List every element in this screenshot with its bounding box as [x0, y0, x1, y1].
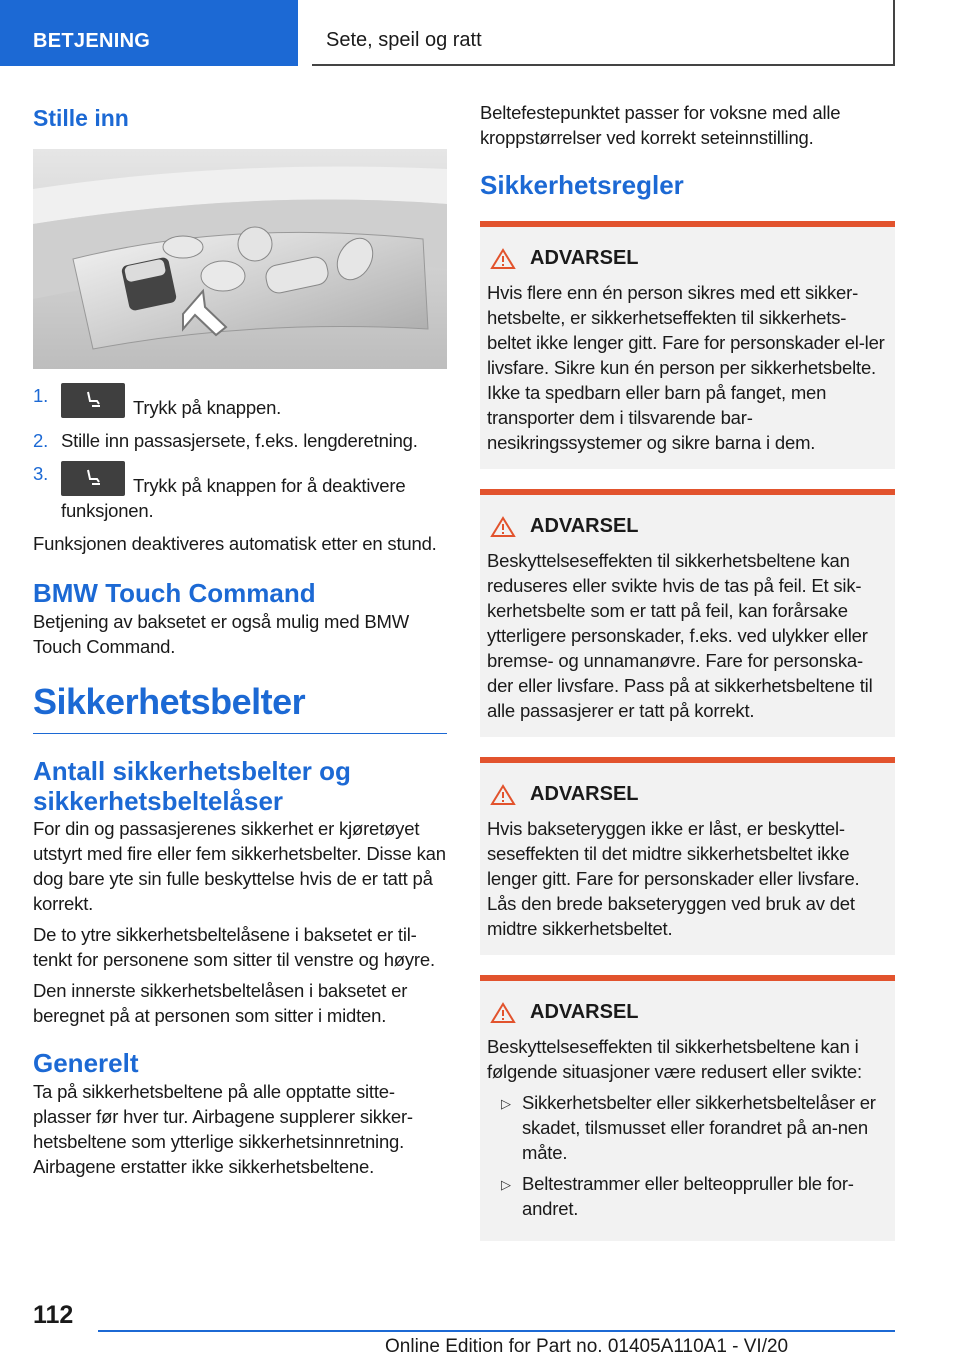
heading-antall: Antall sikkerhetsbelter og sikkerhetsbeltelåser — [33, 756, 351, 816]
heading-stille-inn: Stille inn — [33, 105, 129, 131]
antall-paragraph-3: Den innerste sikkerhetsbeltelåsen i baksetet er beregnet på at personen som sitter i midten. — [33, 980, 408, 1026]
warning-text: Hvis bakseteryggen ikke er låst, er beskyttel-seseffekten til det midtre sikkerhetsbeltet ikke lenger gitt. Fare for personskader eller livsfare. Lås den brede bakseteryggen ved bruk av det midtre sikkerhetsbeltet. — [487, 818, 860, 939]
warning-bullet-list — [487, 1090, 887, 1221]
warning-label: ADVARSEL — [530, 783, 639, 805]
heading-touch-command: BMW Touch Command — [33, 578, 316, 608]
step-3 — [33, 461, 447, 523]
step-text: Trykk på knappen. — [133, 397, 282, 418]
warning-triangle-icon — [490, 1002, 516, 1024]
warning-triangle-icon — [490, 784, 516, 806]
warning-triangle-icon — [490, 516, 516, 538]
warning-box-4 — [480, 975, 895, 1241]
bullet-text: Beltestrammer eller belteoppruller ble for-andret. — [522, 1173, 854, 1219]
edition-text: Online Edition for Part no. 01405A110A1 - VI/20 — [385, 1336, 789, 1357]
warning-label: ADVARSEL — [530, 247, 639, 269]
generelt-text: Ta på sikkerhetsbeltene på alle opptatte sitte-plasser før hver tur. Airbagene supplerer sikker-hetsbeltene som ytterlige sikkerhetsinnretning. Airbagene erstatter ikke sikkerhetsbeltene. — [33, 1081, 413, 1177]
list-item — [487, 1171, 887, 1221]
section-title: BETJENING — [33, 30, 151, 52]
heading-sikkerhetsbelter: Sikkerhetsbelter — [33, 681, 306, 722]
heading-generelt: Generelt — [33, 1048, 139, 1078]
step-number: 2. — [33, 430, 49, 451]
seat-controls-photo — [33, 149, 447, 369]
auto-deactivate-note: Funksjonen deaktiveres automatisk etter en stund. — [33, 533, 437, 554]
footer-rule — [98, 1330, 895, 1332]
warning-text: Hvis flere enn én person sikres med ett sikker-hetsbelte, er sikkerhetseffekten til sikkerhets-beltet ikke lenger gitt. Fare for personskader el-ler livsfare. Sikre kun én person per sikkerhetsbelte. Ikke ta spedbarn eller barn på fanget, men transporter dem i tilsvarende bar-nesikringssystemer og sikre barna i dem. — [487, 282, 885, 453]
antall-paragraph-1: For din og passasjerenes sikkerhet er kjøretøyet utstyrt med fire eller fem sikkerhetsbelter. Disse kan dog bare yte sin fulle beskyttelse hvis de er tatt på korrekt. — [33, 818, 446, 914]
step-text: Trykk på knappen for å deaktivere funksjonen. — [61, 475, 406, 521]
section-tab — [0, 0, 298, 66]
warning-label: ADVARSEL — [530, 515, 639, 537]
chapter-title: Sete, speil og ratt — [326, 29, 482, 51]
bullet-triangle-icon: ▷ — [501, 1096, 511, 1111]
seat-button-icon — [61, 383, 125, 418]
warning-box-1 — [480, 221, 895, 469]
warning-triangle-icon — [490, 248, 516, 270]
warning-title — [487, 515, 887, 538]
warning-text: Beskyttelseseffekten til sikkerhetsbeltene kan i følgende situasjoner være redusert eller svikte: — [487, 1036, 862, 1082]
warning-label: ADVARSEL — [530, 1001, 639, 1023]
list-item — [487, 1090, 887, 1165]
warning-text: Beskyttelseseffekten til sikkerhetsbeltene kan reduseres eller svikte hvis de tas på feil. Et sik-kerhetsbelte som er tatt på feil, kan forårsake ytterligere personskader, f.eks. ved ulykker eller bremse- og unnamanøvre. Fare for personska-der eller livsfare. Pass på at sikkerhetsbeltene til alle passasjerer er tatt på korrekt. — [487, 550, 873, 721]
warning-box-2 — [480, 489, 895, 737]
left-column — [33, 100, 447, 1179]
step-number: 1. — [33, 385, 49, 406]
step-1 — [33, 383, 447, 420]
antall-paragraph-2: De to ytre sikkerhetsbeltelåsene i baksetet er til-tenkt for personene som sitter til venstre og høyre. — [33, 924, 435, 970]
chapter-tab — [312, 0, 895, 66]
step-text: Stille inn passasjersete, f.eks. lengderetning. — [61, 430, 418, 451]
right-column — [480, 100, 895, 1241]
warning-title — [487, 1001, 887, 1024]
seat-button-icon — [61, 461, 125, 496]
step-2 — [33, 428, 447, 453]
bullet-triangle-icon: ▷ — [501, 1177, 511, 1192]
heading-sikkerhetsregler: Sikkerhetsregler — [480, 170, 684, 200]
belt-anchor-intro: Beltefestepunktet passer for voksne med alle kroppstørrelser ved korrekt seteinnstilling. — [480, 102, 841, 148]
bullet-text: Sikkerhetsbelter eller sikkerhetsbeltelåser er skadet, tilsmusset eller forandret på an-nen måte. — [522, 1092, 876, 1163]
heading-rule — [33, 733, 447, 734]
touch-command-text: Betjening av baksetet er også mulig med BMW Touch Command. — [33, 611, 409, 657]
warning-title — [487, 247, 887, 270]
steps-list — [33, 383, 447, 523]
warning-box-3 — [480, 757, 895, 955]
warning-title — [487, 783, 887, 806]
step-number: 3. — [33, 463, 49, 484]
page-number: 112 — [33, 1301, 74, 1329]
